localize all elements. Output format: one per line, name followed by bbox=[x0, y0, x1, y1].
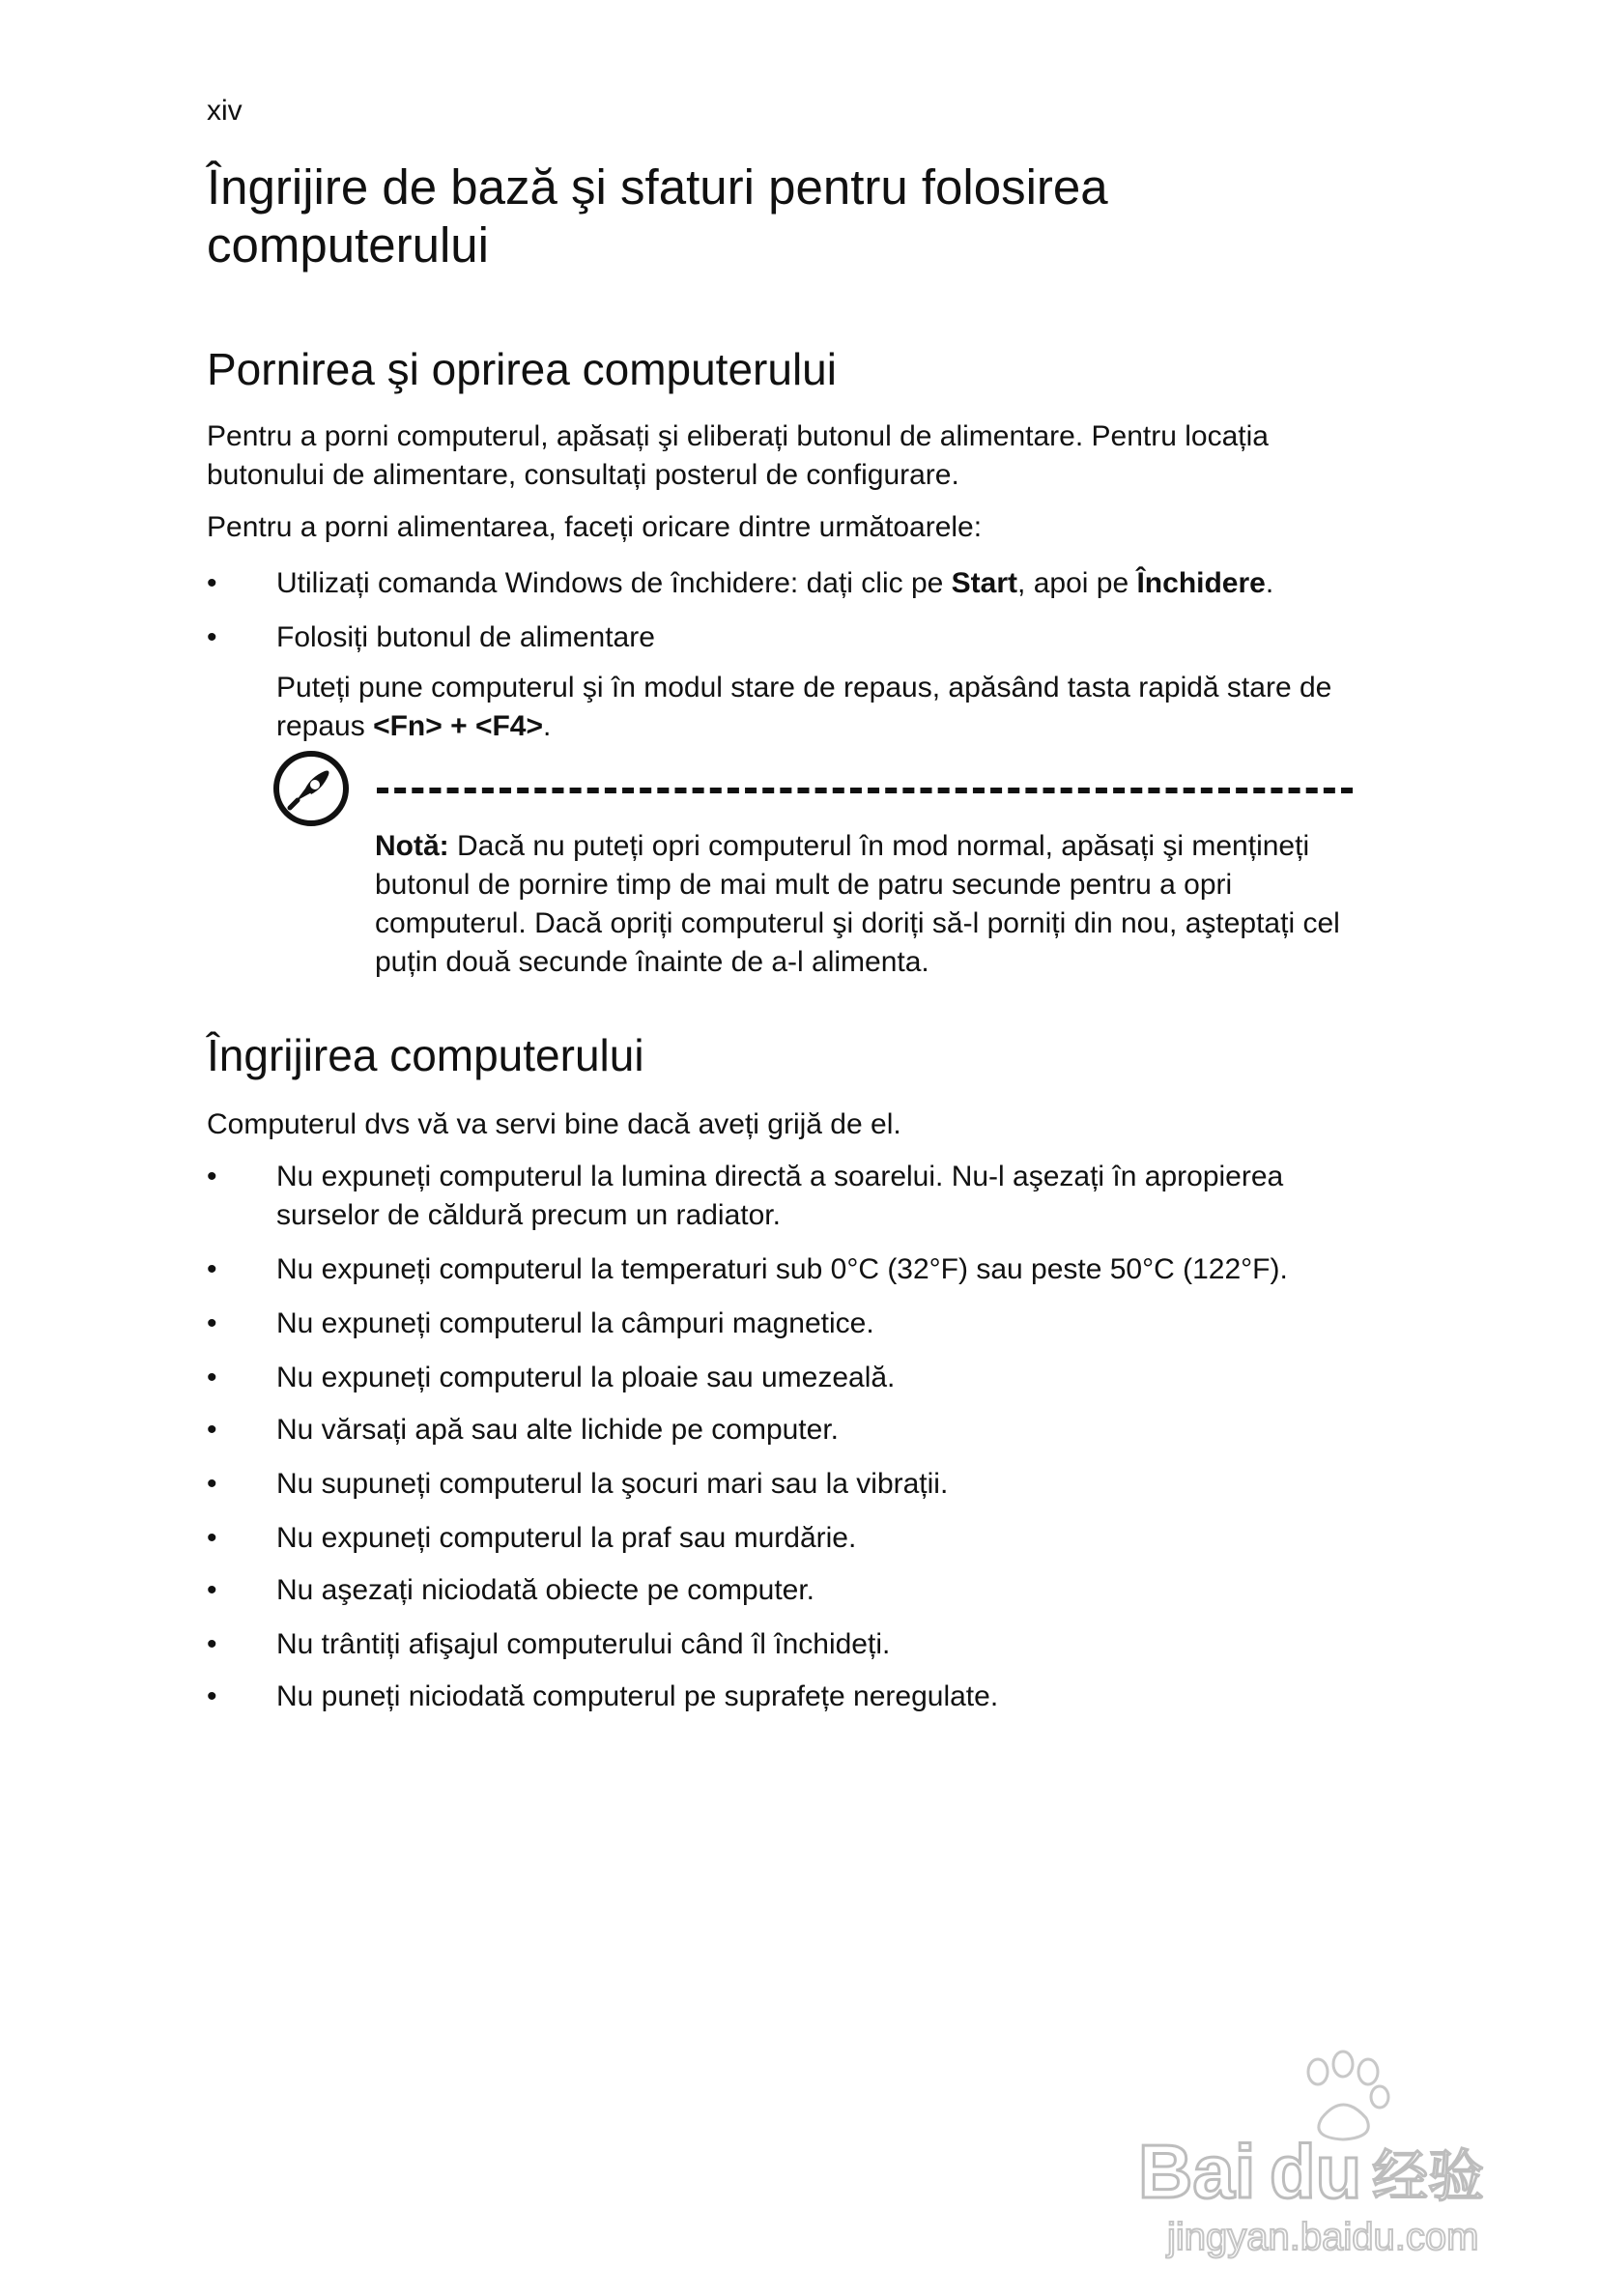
svg-text:经验: 经验 bbox=[1372, 2143, 1485, 2209]
care-intro: Computerul dvs vă va servi bine dacă aveți grijă de el. bbox=[207, 1108, 901, 1140]
power-paragraph-1: Pentru a porni computerul, apăsați şi eliberați butonul de alimentare. Pentru locația butonului de alimentare, consultați posterul de configurare. bbox=[207, 420, 1269, 491]
bullet-marker: • bbox=[207, 1574, 217, 1606]
care-list-item bbox=[207, 1625, 1366, 1664]
power-bullet-text: Utilizați comanda Windows de închidere: dați clic pe Start, apoi pe Închidere. bbox=[276, 567, 1274, 599]
baidu-watermark-logo bbox=[1129, 2043, 1496, 2265]
care-list-text: Nu puneți niciodată computerul pe suprafețe neregulate. bbox=[276, 1680, 999, 1712]
note-icon bbox=[272, 750, 350, 827]
care-list-item bbox=[207, 1359, 1366, 1397]
care-list-text: Nu expuneți computerul la temperaturi sub 0°C (32°F) sau peste 50°C (122°F). bbox=[276, 1253, 1288, 1285]
care-list-item bbox=[207, 1465, 1366, 1504]
care-list-text: Nu expuneți computerul la câmpuri magnetice. bbox=[276, 1307, 874, 1339]
bullet-marker: • bbox=[207, 1522, 217, 1554]
bullet-marker: • bbox=[207, 1414, 217, 1446]
note-label: Notă: bbox=[375, 830, 449, 862]
note-text: Notă: Dacă nu puteți opri computerul în mod normal, apăsați şi mențineți butonul de pornire timp de mai mult de patru secunde pentru a opri computerul. Dacă opriți computerul şi doriți să-l porniți din nou, aşteptați cel puțin două secunde înainte de a-l alimenta. bbox=[375, 830, 1340, 978]
care-list-text: Nu expuneți computerul la ploaie sau umezeală. bbox=[276, 1362, 896, 1393]
bullet-marker: • bbox=[207, 1307, 217, 1339]
sleep-hotkey: <Fn> + <F4> bbox=[373, 710, 544, 742]
care-list-item bbox=[207, 1158, 1366, 1235]
care-list-text: Nu trântiți afişajul computerului când îl închideți. bbox=[276, 1628, 891, 1660]
svg-text:Bai: Bai bbox=[1138, 2129, 1256, 2214]
page-title: Îngrijire de bază şi sfaturi pentru folosirea computerului bbox=[207, 159, 1108, 273]
care-list-item bbox=[207, 1678, 1366, 1716]
bullet-marker: • bbox=[207, 1628, 217, 1660]
note-divider bbox=[377, 788, 1353, 793]
bullet-marker: • bbox=[207, 567, 217, 599]
bullet-marker: • bbox=[207, 621, 217, 653]
care-list-text: Nu aşezați niciodată obiecte pe computer. bbox=[276, 1574, 815, 1606]
power-bullet-item bbox=[207, 618, 1366, 657]
bullet-marker: • bbox=[207, 1253, 217, 1285]
care-list-text: Nu expuneți computerul la lumina directă a soarelui. Nu-l aşezați în apropierea surselor de căldură precum un radiator. bbox=[276, 1161, 1284, 1231]
care-list-item bbox=[207, 1250, 1366, 1289]
bullet-marker: • bbox=[207, 1362, 217, 1393]
shutdown-keyword: Închidere bbox=[1136, 567, 1266, 599]
section-heading-care: Îngrijirea computerului bbox=[207, 1030, 644, 1080]
power-bullet-text: Folosiți butonul de alimentare bbox=[276, 621, 655, 653]
care-list-item bbox=[207, 1519, 1366, 1558]
page-number: xiv bbox=[207, 95, 243, 127]
care-list-item bbox=[207, 1571, 1366, 1610]
care-list-text: Nu expuneți computerul la praf sau murdărie. bbox=[276, 1522, 857, 1554]
bullet-marker: • bbox=[207, 1468, 217, 1500]
care-list-item bbox=[207, 1305, 1366, 1343]
power-paragraph-2: Pentru a porni alimentarea, faceți oricare dintre următoarele: bbox=[207, 511, 983, 543]
svg-text:du: du bbox=[1270, 2129, 1362, 2214]
care-list-text: Nu vărsați apă sau alte lichide pe computer. bbox=[276, 1414, 839, 1446]
care-list-item bbox=[207, 1411, 1366, 1449]
section-heading-power: Pornirea şi oprirea computerului bbox=[207, 344, 837, 394]
care-list-text: Nu supuneți computerul la şocuri mari sau la vibrații. bbox=[276, 1468, 949, 1500]
power-bullet-item bbox=[207, 564, 1366, 603]
bullet-marker: • bbox=[207, 1680, 217, 1712]
bullet-marker: • bbox=[207, 1161, 217, 1192]
svg-text:jingyan.baidu.com: jingyan.baidu.com bbox=[1167, 2216, 1479, 2258]
sleep-hint-paragraph: Puteți pune computerul şi în modul stare de repaus, apăsând tasta rapidă stare de repaus <Fn> + <F4>. bbox=[276, 672, 1332, 742]
start-keyword: Start bbox=[951, 567, 1018, 599]
